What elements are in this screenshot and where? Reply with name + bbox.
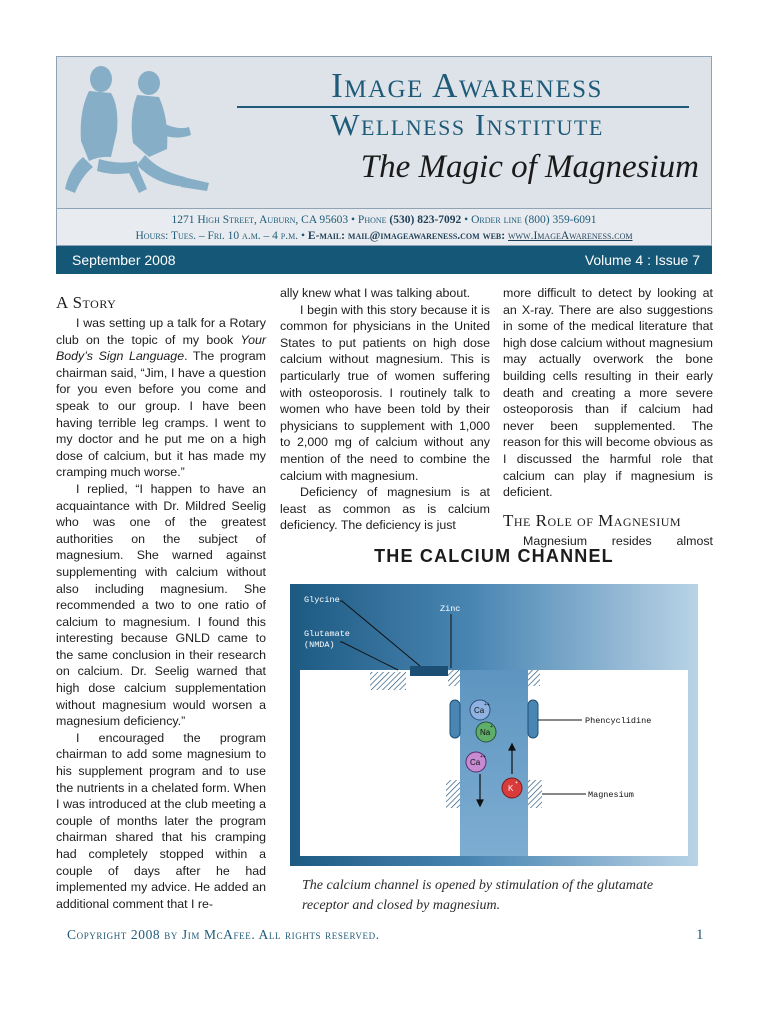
paragraph: ally knew what I was talking about. [280, 286, 471, 300]
issue-bar [56, 246, 712, 274]
article-column-1 [56, 293, 266, 912]
glycine-site-icon [410, 666, 448, 676]
contact-line-2 [57, 228, 711, 244]
phencyclidine-block-right-icon [528, 700, 538, 738]
magnesium-block-right-icon [528, 780, 542, 808]
phencyclidine-label: Phencyclidine [585, 716, 652, 726]
ion-charge: ++ [484, 702, 490, 708]
paragraph: I replied, “I happen to have an acquaintance with Dr. Mildred Seelig who was one of the greatest authorities on the subject of magnesium. She warned against supplementing with calcium without also including magnesium. She recommended a two to one ratio of calcium to magnesium. I found this interesting because GNLD came to the same conclusion in their research on calcium. Dr. Seelig warned that high dose calcium supplementation without magnesium would worsen a magnesium deficiency.” [56, 481, 266, 729]
glycine-label: Glycine [304, 595, 340, 605]
phone-number: (530) 823-7092 [389, 214, 462, 226]
cell-right [528, 670, 688, 856]
ion-label: K [508, 784, 514, 793]
receptor-right-edge-icon [528, 670, 540, 686]
brand-line-1: Image Awareness [331, 66, 603, 105]
paragraph: I begin with this story because it is common for physicians in the United States to put patients on high dose calcium without magnesium. This is particularly true of women suffering with osteoporosis. I routinely talk to women who have been told by their physicians to supplement with 1,000 to 2,000 mg of calcium without any mention of the need to combine the calcium with magnesium. [280, 302, 490, 483]
copyright-footer: Copyright 2008 by Jim McAfee. All rights reserved. [67, 927, 380, 942]
paragraph [56, 315, 266, 481]
order-line-text: • Order line (800) 359-6091 [461, 214, 597, 226]
figure-title: THE CALCIUM CHANNEL [374, 546, 614, 566]
contact-info [56, 208, 712, 246]
article-column-3 [503, 285, 713, 549]
issue-volume: Volume 4 : Issue 7 [584, 252, 700, 268]
ion-charge: + [490, 724, 493, 730]
paragraph: more difficult to detect by looking at an X-ray. There are also suggestions in some of the medical literature that high dose calcium without magnesium may actually overwork the bone building cells resulting in their early death and creating a more severe osteoporosis than if calcium had never been supplemented. The reason for this will become obvious as I discussed the harmful role that calcium can play if magnesium is deficient. [503, 286, 713, 500]
website-link[interactable]: www.ImageAwareness.com [507, 230, 633, 242]
calcium-channel-diagram [290, 584, 698, 866]
magnesium-block-left-icon [446, 780, 460, 808]
ion-charge: ++ [480, 754, 486, 760]
cell-left [300, 670, 460, 856]
receptor-left-edge-icon [448, 670, 460, 686]
issue-date: September 2008 [72, 252, 176, 268]
magnesium-label: Magnesium [588, 790, 634, 800]
glutamate-label: Glutamate [304, 629, 350, 639]
page-number: 1 [696, 927, 704, 943]
paragraph: Magnesium resides almost [523, 533, 713, 548]
glutamate-receptor-icon [370, 672, 406, 690]
paragraph-text: I was setting up a talk for a Rotary club on the topic of my book [56, 316, 266, 347]
ion-label: Ca [470, 758, 481, 767]
paragraph: I encouraged the program chairman to add some magnesium to his supplement program and to use the nutrients in a chelated form. When I was introduced at the club meeting a couple of months later the program chairman shared that his cramping had completely stopped within a couple of days after he had implemented my advice. He added an additional comment that I re- [56, 730, 266, 911]
section-heading-story: A Story [56, 293, 117, 312]
figure-caption: The calcium channel is opened by stimulation of the glutamate receptor and closed by magnesium. [302, 878, 654, 913]
headline: The Magic of Magnesium [360, 149, 699, 185]
article-column-2 [280, 285, 490, 534]
nmda-label: (NMDA) [304, 640, 335, 650]
book-title: Your Body’s Sign Language [56, 332, 266, 364]
zinc-label: Zinc [440, 604, 461, 614]
address-text: 1271 High Street, Auburn, CA 95603 • Phone [171, 214, 390, 226]
hours-text: Hours: Tues. – Fri. 10 a.m. – 4 p.m. • [135, 230, 308, 242]
ion-charge: + [515, 780, 518, 786]
brand-line-2: Wellness Institute [330, 107, 604, 142]
paragraph: Deficiency of magnesium is at least as common as is calcium deficiency. The deficiency is just [280, 485, 490, 533]
email-text[interactable]: E-mail: mail@imageawareness.com web: [307, 230, 508, 242]
section-heading-role: The Role of Magnesium [503, 510, 682, 530]
paragraph-text: . The program chairman said, “Jim, I have a question for you even before you come and speak to our group. I have been having terrible leg cramps. I went to my doctor and he put me on a high dose of calcium, but it has made my cramping much worse.” [56, 349, 266, 480]
masthead [56, 56, 712, 208]
ion-label: Na [480, 728, 491, 737]
figures-silhouette-icon [59, 61, 229, 207]
ion-label: Ca [474, 706, 485, 715]
contact-line-1 [57, 212, 711, 228]
phencyclidine-block-left-icon [450, 700, 460, 738]
